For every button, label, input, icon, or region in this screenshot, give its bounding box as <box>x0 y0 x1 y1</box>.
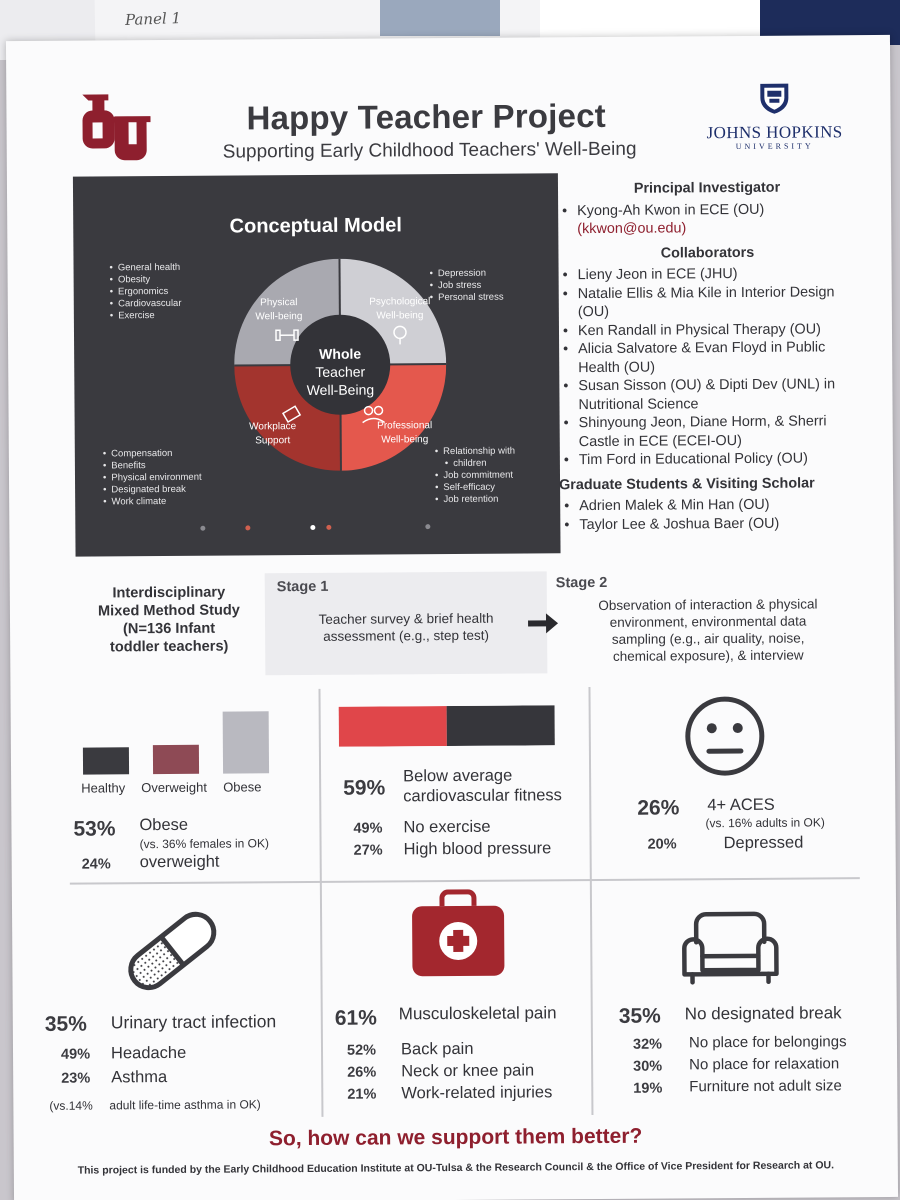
list-item: • Benefits <box>103 460 202 473</box>
couch-icon <box>678 906 783 987</box>
overweight-label: overweight <box>139 852 220 872</box>
pi-email: (kkwon@ou.edu) <box>577 220 687 238</box>
shield-icon <box>758 82 790 116</box>
list-item: • Obesity <box>110 274 182 287</box>
aces-label: 4+ ACES <box>707 795 775 815</box>
professional-label: Well-being <box>381 434 429 446</box>
study-description <box>84 583 254 656</box>
list-item: • Physical environment <box>103 472 202 485</box>
professional-items <box>435 446 516 507</box>
ou-logo <box>78 86 151 169</box>
physical-label: Physical <box>260 297 298 309</box>
overweight-percent: 24% <box>81 856 111 873</box>
cardio-line: Below average <box>403 766 513 786</box>
list-item: • Self-efficacy <box>435 482 515 495</box>
cardio-label <box>403 765 562 806</box>
furniture-label: Furniture not adult size <box>689 1077 842 1096</box>
no-exercise-label: No exercise <box>403 817 491 837</box>
belongings-percent: 32% <box>632 1036 663 1053</box>
list-item: • Susan Sisson (OU) & Dipti Dev (UNL) in Nutritional Science <box>558 375 858 414</box>
model-title: Conceptual Model <box>229 214 402 238</box>
depressed-label: Depressed <box>723 833 804 853</box>
list-item: • Alicia Salvatore & Evan Floyd in Public Health (OU) <box>558 338 858 377</box>
psychological-label: Psychological <box>369 296 431 308</box>
bar-label: Healthy <box>81 780 126 796</box>
neutral-face-icon <box>683 694 768 779</box>
list-item: • Lieny Jeon in ECE (JHU) <box>558 264 858 285</box>
list-item: • Personal stress <box>430 292 504 305</box>
stage1-label: Stage 1 <box>276 578 329 596</box>
stage1-line: Teacher survey & brief health <box>318 610 494 627</box>
stage2-line: environment, environmental data <box>609 613 807 630</box>
handwritten-note: Panel 1 <box>124 9 182 29</box>
workplace-items <box>103 448 202 509</box>
list-item: • children <box>435 458 515 471</box>
list-item: • Work climate <box>103 496 202 509</box>
back-pain-percent: 52% <box>346 1042 377 1059</box>
list-item: • Designated break <box>103 484 202 497</box>
list-item: • Exercise <box>110 310 182 323</box>
carousel-dots <box>200 524 430 534</box>
arrow-right-icon <box>528 612 558 634</box>
cardio-percent: 59% <box>343 776 386 800</box>
conceptual-model-panel <box>73 173 561 556</box>
aces-note: (vs. 16% adults in OK) <box>705 815 825 831</box>
study-line: toddler teachers) <box>109 638 229 656</box>
psychological-label: Well-being <box>376 310 424 322</box>
cardio-bar-below <box>339 706 447 747</box>
physical-label: Well-being <box>255 311 303 323</box>
injury-percent: 21% <box>347 1086 377 1103</box>
page-subtitle: Supporting Early Childhood Teachers' Well-Being <box>222 138 637 163</box>
graduate-heading: Graduate Students & Visiting Scholar <box>559 474 815 493</box>
jhu-logo <box>704 81 844 151</box>
list-item: • Ken Randall in Physical Therapy (OU) <box>558 320 858 341</box>
funding-note: This project is funded by the Early Childhood Education Institute at OU-Tulsa & the Research Council & the Office of Vice President for Research at OU. <box>77 1159 835 1177</box>
list-item: • Relationship with <box>435 446 515 459</box>
jhu-name: JOHNS HOPKINS <box>706 122 843 143</box>
list-item: • Tim Ford in Educational Policy (OU) <box>559 449 859 470</box>
center-label: Well-Being <box>306 381 375 399</box>
pi-heading: Principal Investigator <box>633 179 781 197</box>
grid-divider <box>70 877 860 885</box>
cardio-bar-rest <box>447 705 555 746</box>
relaxation-percent: 30% <box>633 1058 663 1075</box>
list-item: • Ergonomics <box>110 286 182 299</box>
stage2-label: Stage 2 <box>555 574 608 592</box>
closing-question: So, how can we support them better? <box>268 1124 643 1151</box>
neck-pain-label: Neck or knee pain <box>401 1061 535 1081</box>
list-item: • Cardiovascular <box>110 298 182 311</box>
center-label: Teacher <box>315 363 366 380</box>
break-percent: 35% <box>618 1004 661 1028</box>
dot <box>200 526 205 531</box>
grid-divider <box>588 687 593 1115</box>
grid-divider <box>318 689 323 1117</box>
list-item: • Shinyoung Jeon, Diane Horm, & Sherri Castle in ECE (ECEI-OU) <box>559 412 859 451</box>
dot <box>425 524 430 529</box>
background-paper <box>540 0 770 40</box>
aces-percent: 26% <box>637 796 680 820</box>
list-item: • Job commitment <box>435 470 515 483</box>
well-being-donut <box>233 258 446 471</box>
back-pain-label: Back pain <box>400 1039 474 1059</box>
list-item: • Job retention <box>435 494 515 507</box>
belongings-label: No place for belongings <box>688 1033 847 1052</box>
asthma-label: Asthma <box>111 1068 168 1087</box>
dot <box>326 525 331 530</box>
pain-percent: 61% <box>334 1006 377 1030</box>
list-item: • General health <box>110 262 182 275</box>
asthma-note: adult life-time asthma in OK) <box>109 1097 261 1113</box>
collaborators-heading: Collaborators <box>660 244 755 262</box>
background-paper <box>380 0 500 36</box>
stage1-text <box>265 609 547 645</box>
bar-overweight <box>153 745 199 774</box>
relaxation-label: No place for relaxation <box>689 1055 840 1074</box>
list-item: • Adrien Malek & Min Han (OU) <box>559 495 859 516</box>
medical-bag-icon <box>408 888 509 981</box>
no-exercise-percent: 49% <box>353 820 383 837</box>
obese-percent: 53% <box>73 817 116 841</box>
list-item: • Natalie Ellis & Mia Kile in Interior Design (OU) <box>558 283 858 322</box>
stage2-text <box>558 595 858 665</box>
physical-items <box>110 262 182 322</box>
list-item: • Taylor Lee & Joshua Baer (OU) <box>559 514 859 535</box>
center-label: Whole <box>319 345 362 362</box>
injury-label: Work-related injuries <box>401 1083 553 1103</box>
poster <box>6 35 898 1200</box>
asthma-percent: 23% <box>61 1070 91 1087</box>
headache-label: Headache <box>110 1043 187 1063</box>
stage1-box <box>265 571 548 675</box>
obese-label: Obese <box>139 815 189 835</box>
headache-percent: 49% <box>60 1046 91 1063</box>
bar-healthy <box>83 747 129 774</box>
study-line: Mixed Method Study <box>97 602 240 620</box>
list-item: • Job stress <box>430 280 504 293</box>
pain-label: Musculoskeletal pain <box>398 1003 557 1024</box>
dot <box>245 525 250 530</box>
workplace-label: Workplace <box>249 421 297 433</box>
cardio-bar <box>339 705 555 747</box>
stage2-line: Observation of interaction & physical <box>598 596 818 613</box>
bar-label: Overweight <box>141 779 207 796</box>
obese-note: (vs. 36% females in OK) <box>139 836 269 852</box>
list-item: • Depression <box>430 268 504 281</box>
neck-pain-percent: 26% <box>347 1064 377 1081</box>
bp-percent: 27% <box>353 842 383 859</box>
page-title: Happy Teacher Project <box>246 96 607 137</box>
furniture-percent: 19% <box>633 1080 663 1097</box>
depressed-percent: 20% <box>647 836 677 853</box>
workplace-label: Support <box>255 435 291 447</box>
uti-percent: 35% <box>44 1012 87 1036</box>
pi-list <box>557 200 857 221</box>
break-label: No designated break <box>684 1003 842 1024</box>
list-item: • Compensation <box>103 448 202 461</box>
study-line: Interdisciplinary <box>112 584 226 602</box>
dot <box>310 525 315 530</box>
uti-label: Urinary tract infection <box>110 1011 277 1033</box>
cardio-line: cardiovascular fitness <box>403 786 562 806</box>
collaborators-list <box>558 264 859 470</box>
stage2-line: sampling (e.g., air quality, noise, <box>611 630 805 647</box>
stage1-line: assessment (e.g., step test) <box>323 627 490 644</box>
professional-label: Professional <box>377 420 433 432</box>
bp-label: High blood pressure <box>403 839 552 859</box>
bar-obese <box>223 711 269 773</box>
list-item: • Kyong-Ah Kwon in ECE (OU) <box>557 200 857 221</box>
pill-icon <box>116 906 229 997</box>
asthma-note-pct: (vs.14% <box>49 1098 93 1113</box>
study-line: (N=136 Infant <box>122 620 216 638</box>
bar-label: Obese <box>223 779 262 795</box>
stage2-line: chemical exposure), & interview <box>612 647 804 664</box>
jhu-sub: UNIVERSITY <box>735 141 814 152</box>
people-section <box>557 178 859 534</box>
graduate-list <box>559 495 859 534</box>
